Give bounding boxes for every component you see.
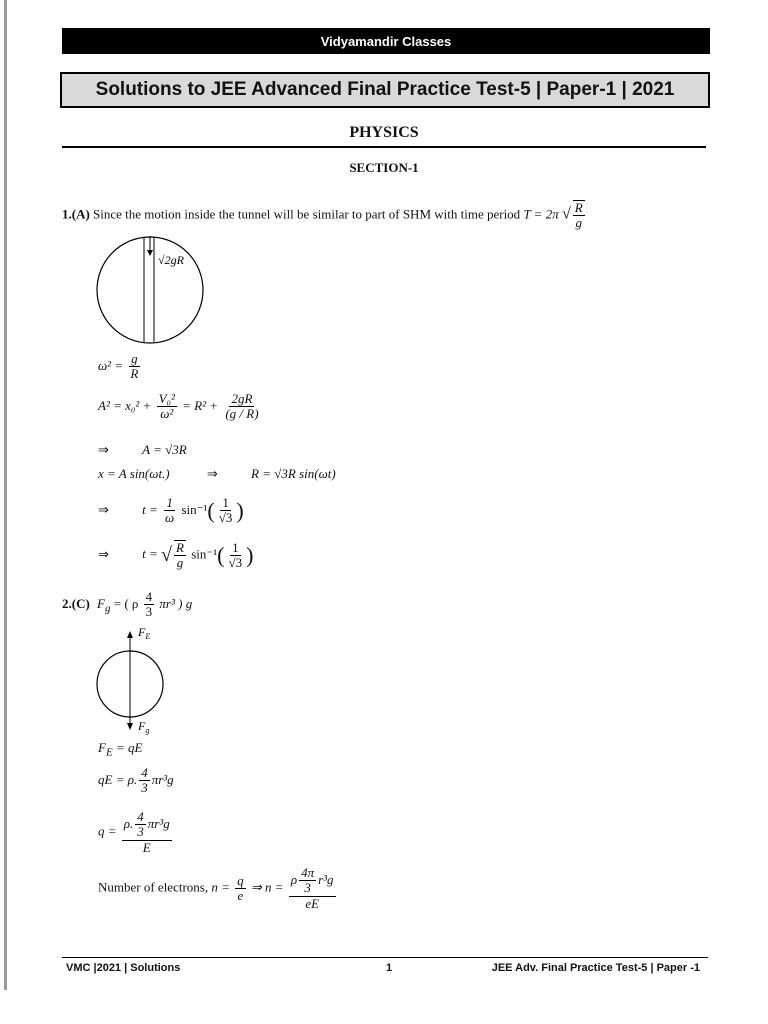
q1-eq6-arg-num: 1 xyxy=(232,539,239,555)
q1-eq1 xyxy=(98,352,142,382)
q2-eq3-num xyxy=(122,810,172,841)
footer-page-number: 1 xyxy=(386,962,393,974)
q1-eq6-rhs: sin⁻¹ xyxy=(191,546,218,562)
q2-eq4-frac1 xyxy=(235,874,246,904)
q2-eq0-num: 4 xyxy=(145,589,153,604)
q1-eq6-root xyxy=(174,540,186,571)
q1-eq1-lhs: ω² = xyxy=(98,357,124,373)
q1-eq2-b: = R² + xyxy=(182,397,219,413)
q2-eq4-den: e xyxy=(237,887,244,903)
q1-eq5-den: ω xyxy=(165,510,175,526)
q1-eq4-a: x = A sin(ωt.) xyxy=(98,466,170,481)
q1-eq5 xyxy=(98,496,244,526)
q2-eq2-rhs: πr³g xyxy=(151,771,174,787)
q1-text: Since the motion inside the tunnel will be similar to part of SHM with time period xyxy=(93,206,521,222)
q1-eq2-den2: (g / R) xyxy=(225,406,259,422)
q1-eq1-frac xyxy=(128,352,140,382)
q2-eq1-sub: E xyxy=(105,746,113,759)
institute-banner xyxy=(62,28,710,54)
implies-symbol: ⇒ xyxy=(206,466,218,481)
q2-eq3-num-b: πr³g xyxy=(147,815,170,831)
q2-eq3 xyxy=(98,810,174,855)
q1-eq6-lhs: t = xyxy=(142,546,158,562)
q1-period-root: √ xyxy=(561,205,571,223)
document-title: Solutions to JEE Advanced Final Practice Test-5 | Paper-1 | 2021 xyxy=(95,79,675,100)
q1-eq3 xyxy=(98,442,187,458)
subject-heading: PHYSICS xyxy=(349,124,419,141)
label-fe: $F_E$ xyxy=(138,625,151,641)
q1-eq6-arg-den: √3 xyxy=(228,554,243,570)
q2-eq0-lhs: F xyxy=(97,595,105,611)
q2-eq1-rhs: = qE xyxy=(115,740,143,755)
q1-eq5-rhs: sin⁻¹ xyxy=(181,501,208,517)
q1-eq2-den1: ω² xyxy=(160,406,174,422)
q1-eq5-arg-num: 1 xyxy=(222,495,229,510)
q1-eq6 xyxy=(98,540,253,571)
q2-drop-figure xyxy=(92,624,172,740)
q2-eq0-mid: = ( ρ xyxy=(113,595,139,611)
q2-eq3-inner-den: 3 xyxy=(137,824,144,840)
q2-eq4-den2: eE xyxy=(305,895,320,911)
q1-eq4 xyxy=(98,466,336,482)
q2-eq2-lhs: qE = ρ. xyxy=(98,771,138,787)
q2-eq4-frac2 xyxy=(289,866,336,911)
q2-eq4-inner-frac xyxy=(299,866,316,896)
q2-eq2-num: 4 xyxy=(141,765,148,780)
q1-eq5-arg xyxy=(217,496,235,526)
q1-eq5-frac xyxy=(163,496,176,526)
q1-eq2-frac2 xyxy=(223,392,260,422)
q2-eq0-rhs: πr³ ) g xyxy=(159,595,193,611)
footer-left: VMC |2021 | Solutions xyxy=(66,962,181,974)
fg-arrowhead xyxy=(127,723,133,730)
title-box xyxy=(60,72,710,108)
q2-eq4 xyxy=(98,866,338,911)
q2-eq0-den: 3 xyxy=(145,604,153,620)
label-fg: $F_g$ xyxy=(138,719,150,735)
q1-eq2-a: A² = x₀² + xyxy=(98,397,152,413)
q1-eq1-den: R xyxy=(130,366,139,382)
velocity-arrowhead xyxy=(147,250,153,256)
q1-fig-label: √2gR xyxy=(158,253,184,267)
q2-eq4-inner-den: 3 xyxy=(304,880,311,896)
q2-eq3-inner-frac xyxy=(135,810,146,840)
q2-eq4-num: q xyxy=(237,872,244,888)
footer-rule xyxy=(62,957,708,958)
q1-tunnel-figure xyxy=(94,232,208,348)
paren-open: ( xyxy=(217,542,225,568)
left-margin-rule xyxy=(4,0,7,990)
paren-close: ) xyxy=(236,497,244,523)
q2-eq3-inner-num: 4 xyxy=(137,809,144,824)
q2-eq4-b: ⇒ n = xyxy=(250,879,284,895)
implies-symbol: ⇒ xyxy=(98,442,109,457)
fe-arrowhead xyxy=(127,631,133,638)
q2-eq4-num2-a: ρ xyxy=(290,871,298,887)
q2-eq2 xyxy=(98,766,174,796)
q1-period-den: g xyxy=(575,215,582,231)
q2-eq4-text: Number of electrons, xyxy=(98,879,209,895)
root-symbol: √ xyxy=(161,543,173,566)
q2-eq3-den: E xyxy=(142,839,151,855)
paren-close: ) xyxy=(246,542,254,568)
q2-eq3-frac xyxy=(122,810,172,855)
paren-open: ( xyxy=(207,497,215,523)
footer-right: JEE Adv. Final Practice Test-5 | Paper -1 xyxy=(491,962,700,974)
q1-period-frac xyxy=(573,200,585,231)
q1-eq6-arg xyxy=(227,541,245,571)
q2-eq0-frac xyxy=(144,590,155,620)
q1-eq6-root-num: R xyxy=(176,540,184,555)
q2-eq0-sub: g xyxy=(105,602,111,615)
q1-eq1-num: g xyxy=(131,351,138,366)
section-heading: SECTION-1 xyxy=(349,160,419,175)
q1-number: 1.(A) xyxy=(62,206,90,222)
implies-symbol: ⇒ xyxy=(98,546,109,562)
q1-eq2-num1: V₀² xyxy=(158,391,175,406)
q2-eq2-frac xyxy=(139,766,150,796)
q2-eq2-den: 3 xyxy=(141,780,148,796)
institute-name: Vidyamandir Classes xyxy=(320,33,452,49)
q1-eq2-frac1 xyxy=(157,392,177,422)
q2-number: 2.(C) xyxy=(62,595,90,611)
q1-eq5-lhs: t = xyxy=(142,501,158,517)
q2-eq3-num-a: ρ. xyxy=(123,815,134,831)
q1-period-lhs: T = 2π xyxy=(523,206,559,222)
implies-symbol: ⇒ xyxy=(98,501,109,517)
q1-eq3-text: A = √3R xyxy=(142,442,187,457)
q2-eq4-num2 xyxy=(289,866,336,897)
q1-eq5-arg-den: √3 xyxy=(218,510,233,526)
q1-eq6-root-den: g xyxy=(176,555,184,571)
q1-eq4-b: R = √3R sin(ωt) xyxy=(251,466,336,481)
q2-eq4-inner-num: 4π xyxy=(301,865,315,880)
q2-eq3-lhs: q = xyxy=(98,823,117,839)
q2-statement xyxy=(62,590,192,620)
q2-eq4-a: n = xyxy=(211,879,230,895)
q2-eq1-f: F xyxy=(98,740,106,755)
q1-eq5-num: 1 xyxy=(166,495,173,510)
q1-eq2 xyxy=(98,392,263,422)
q2-eq1 xyxy=(98,740,142,759)
q1-period-num: R xyxy=(574,200,583,215)
q1-eq2-num2: 2gR xyxy=(231,391,253,406)
subject-rule xyxy=(62,146,706,148)
q1-statement xyxy=(62,200,587,231)
q2-eq4-num2-b: r³g xyxy=(318,871,334,887)
